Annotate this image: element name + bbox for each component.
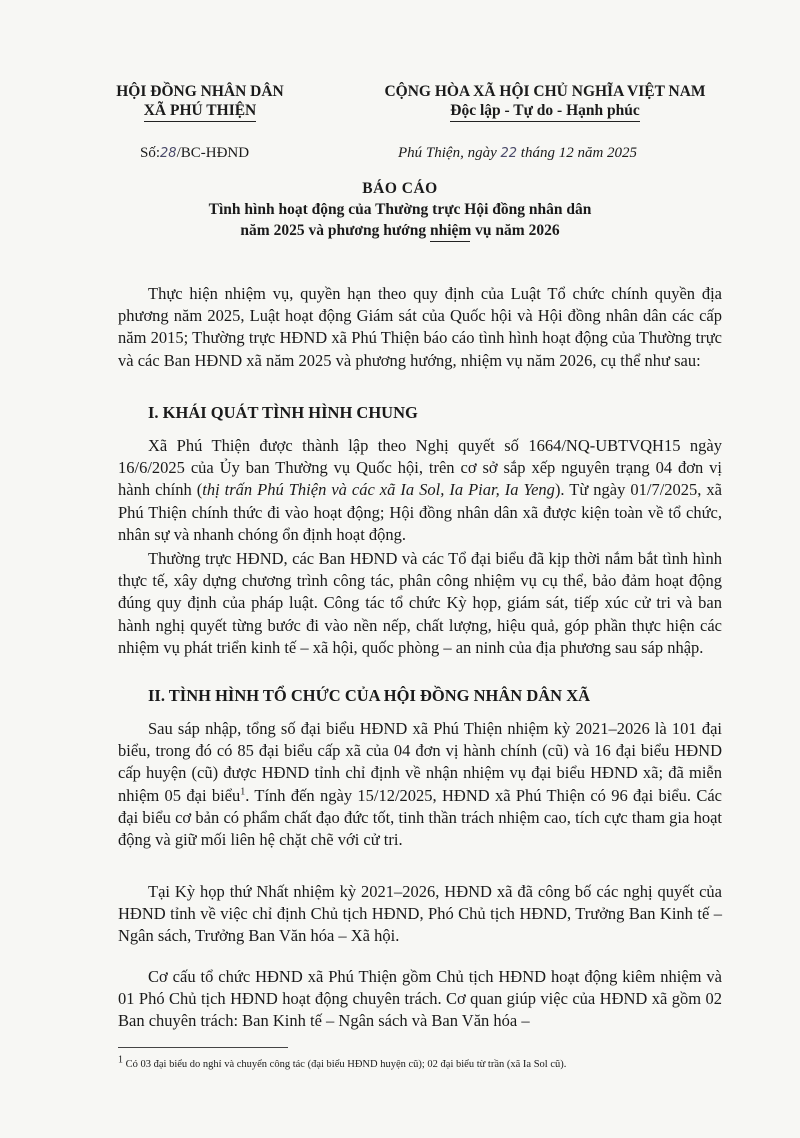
title-line1: BÁO CÁO	[362, 180, 438, 197]
footnote-ref[interactable]: 1	[240, 786, 246, 798]
footnote	[118, 1054, 738, 1071]
issuing-agency	[105, 82, 295, 122]
footnote-separator	[118, 1047, 288, 1048]
handwritten-number: 28	[160, 146, 177, 161]
s2-paragraph-2: Tại Kỳ họp thứ Nhất nhiệm kỳ 2021–2026, HĐND xã đã công bố các nghị quyết của HĐND tỉnh về việc chỉ định Chủ tịch HĐND, Phó Chủ tịch HĐND, Trưởng Ban Kinh tế – Ngân sách, Trưởng Ban Văn hóa – Xã hội.	[118, 882, 722, 946]
section1-heading: I. KHÁI QUÁT TÌNH HÌNH CHUNG	[148, 403, 418, 422]
title-line2: Tình hình hoạt động của Thường trực Hội đồng nhân dân	[208, 201, 592, 218]
handwritten-day: 22	[500, 146, 518, 161]
agency-line1: HỘI ĐỒNG NHÂN DÂN	[116, 83, 284, 100]
intro-paragraph: Thực hiện nhiệm vụ, quyền hạn theo quy định của Luật Tổ chức chính quyền địa phương năm 2025, Luật hoạt động Giám sát của Quốc hội và Hội đồng nhân dân các cấp năm 2015; Thường trực HĐND xã Phú Thiện báo cáo tình hình hoạt động của Thường trực và các Ban HĐND xã năm 2025 và phương hướng, nhiệm vụ năm 2026, cụ thể như sau:	[118, 284, 722, 370]
motto: Độc lập - Tự do - Hạnh phúc	[450, 101, 639, 122]
s2-paragraph-1: Sau sáp nhập, tổng số đại biểu HĐND xã Phú Thiện nhiệm kỳ 2021–2026 là 101 đại biểu, trong đó có 85 đại biểu cấp xã của 04 đơn vị hành chính (cũ) và 16 đại biểu HĐND cấp huyện (cũ) được HĐND tỉnh chỉ định về nhận nhiệm vụ đại biểu HĐND xã; đã miễn nhiệm 05 đại biểu$^1$. Tính đến ngày 15/12/2025, HĐND xã Phú Thiện có 96 đại biểu. Các đại biểu cơ bản có phẩm chất đạo đức tốt, tinh thần trách nhiệm cao, tích cực tham gia hoạt động và giữ mối liên hệ chặt chẽ với cử tri.	[118, 719, 722, 850]
footnote-text: Có 03 đại biểu do nghỉ và chuyển công tác (đại biểu HĐND huyện cũ); 02 đại biểu từ trần (xã Ia Sol cũ).	[123, 1059, 567, 1070]
nation-name: CỘNG HÒA XÃ HỘI CHỦ NGHĨA VIỆT NAM	[384, 83, 706, 100]
agency-line2: XÃ PHÚ THIỆN	[144, 101, 257, 122]
title-underline	[430, 241, 470, 242]
s1-paragraph-1: Xã Phú Thiện được thành lập theo Nghị quyết số 1664/NQ-UBTVQH15 ngày 16/6/2025 của Ủy ban Thường vụ Quốc hội, trên cơ sở sắp xếp nguyên trạng 04 đơn vị hành chính (thị trấn Phú Thiện và các xã Ia Sol, Ia Piar, Ia Yeng). Từ ngày 01/7/2025, xã Phú Thiện chính thức đi vào hoạt động; Hội đồng nhân dân xã được kiện toàn về tổ chức, nhân sự và nhanh chóng ổn định hoạt động.	[118, 436, 722, 544]
section2-heading: II. TÌNH HÌNH TỔ CHỨC CỦA HỘI ĐỒNG NHÂN DÂN XÃ	[148, 686, 591, 705]
footnote-marker: 1	[118, 1054, 123, 1066]
title-line3: năm 2025 và phương hướng nhiệm vụ năm 2026	[240, 222, 560, 239]
document-number: Số:28/BC-HĐND	[140, 145, 250, 161]
report-title	[150, 178, 650, 241]
s1-paragraph-2: Thường trực HĐND, các Ban HĐND và các Tổ đại biểu đã kịp thời nắm bắt tình hình thực tế, xây dựng chương trình công tác, phân công nhiệm vụ cụ thể, bảo đảm hoạt động đúng quy định của pháp luật. Công tác tổ chức Kỳ họp, giám sát, tiếp xúc cử tri và ban hành nghị quyết từng bước đi vào nền nếp, chất lượng, hiệu quả, góp phần thực hiện các nhiệm vụ phát triển kinh tế – xã hội, quốc phòng – an ninh của địa phương sau sáp nhập.	[118, 549, 722, 657]
national-motto	[350, 82, 740, 122]
s2-paragraph-3: Cơ cấu tổ chức HĐND xã Phú Thiện gồm Chủ tịch HĐND hoạt động kiêm nhiệm và 01 Phó Chủ tịch HĐND hoạt động chuyên trách. Cơ quan giúp việc của HĐND xã gồm 02 Ban chuyên trách: Ban Kinh tế – Ngân sách và Ban Văn hóa –	[118, 967, 722, 1031]
place-date: Phú Thiện, ngày 22 tháng 12 năm 2025	[398, 145, 638, 161]
